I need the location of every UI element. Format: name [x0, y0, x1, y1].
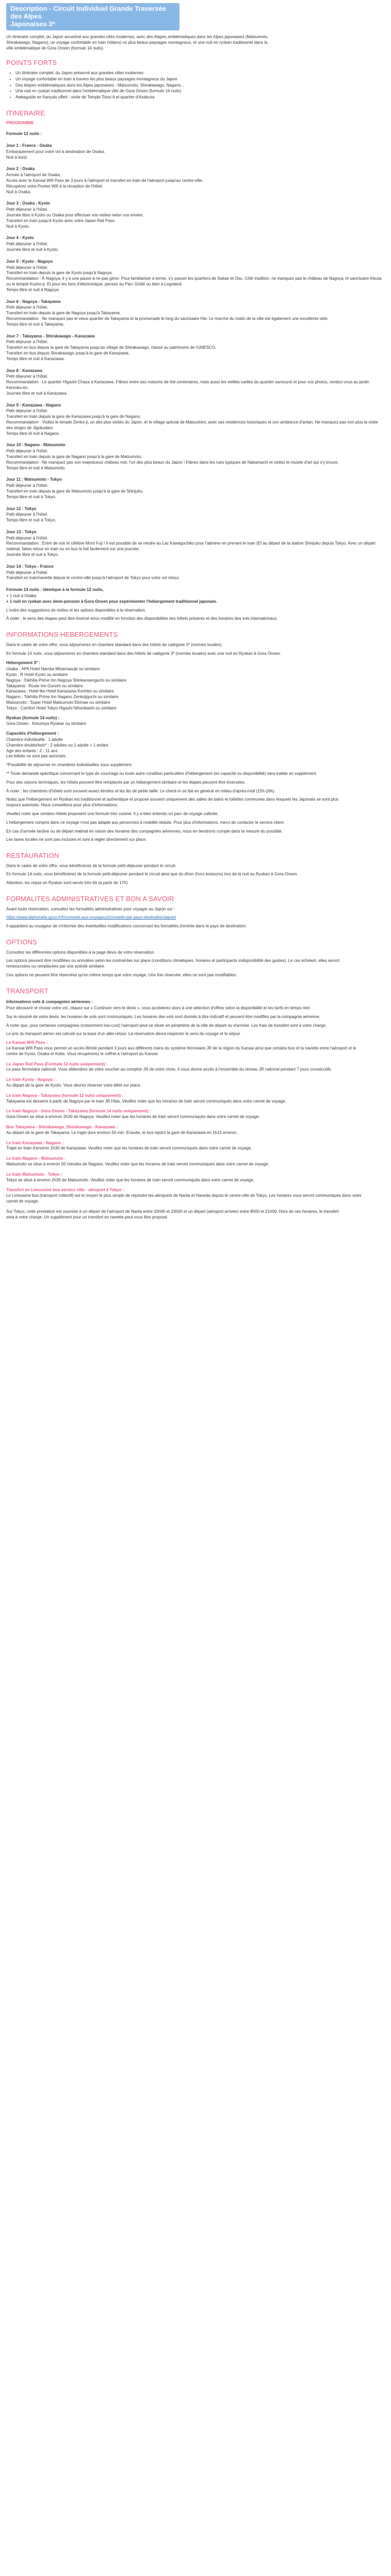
transport-item-title: Le train Matsumoto - Tokyo : — [6, 1172, 62, 1177]
capacity-item: Les bébés ne sont pas autorisés — [6, 754, 66, 759]
day-title: Jour 7 : Takayama - Shirakawago - Kanazawa — [6, 333, 95, 338]
day-body: Petit déjeuner à l'hôtel. Transfert en train depuis la gare de Nagano jusqu'à la gare de Matsumoto. Recommandation : Ne manquez pas son majestueux château noir, l'un des plus beaux du Japon ! Flânez dans les rues typiques de Nakamachi et visitez le musée d'art qui s'y trouve. Temps libre et nuit à Matsumoto. — [6, 449, 339, 470]
itinerary-day — [6, 334, 385, 362]
itinerary-day — [6, 299, 385, 328]
info-extra-paragraph: L'hébergement compris dans ce voyage n'est pas adapté aux personnes à mobilité réduite. Pour plus d'informations, merci de contacter le service client. — [6, 820, 285, 825]
intro-text: Un itinéraire complet, du Japon ancestral aux grandes cités modernes, avec des étapes emblématiques dans les Alpes japonaises (Matsumoto, Shirakawago, Nagano), un voyage confortable en train (rôtiers) où plus beaux paysages montagneux, et une nuit en ryokan traditionnel dans la ville emblématique de Gora Onsen (formule 14 nuits). — [6, 35, 269, 50]
transport-item-body: Le Kansai Wifi Pass vous permet un accès illimité pendant 3 jours aux différents trains du système ferroviaire JR de la région du Kansai ainsi que certains bus et la navette entre l'aéroport et le centre de Kyoto, Osaka et Kobe. Vous récupérerez le coffret à l'aéroport du Kansai. — [6, 1046, 356, 1056]
info-extra-paragraph: Veuillez noter que certains hôtels proposent une formule très cuisine. Il y a bien entendu un parc de voyage cultivée. — [6, 811, 219, 816]
programme-label: PROGRAMME — [6, 121, 34, 126]
itinerary-day — [6, 201, 385, 229]
formula-14-block — [6, 587, 385, 622]
restauration-heading: RESTAURATION — [6, 852, 59, 860]
hotel-item: Osaka : APA Hotel Namba Minamasubi ou similaire — [6, 667, 100, 672]
transport-item-body: Gora Onsen se situe à environ 2h30 de Nagoya. Veuillez noter que les horaires de train seront communiqués dans votre carnet de voyage. — [6, 1114, 260, 1120]
day-body: Petit déjeuner à l'hôtel. Recommandation : Le quartier Higashi Chaya à Kanazawa. Flânez entre ses maisons de thé centenaires, mais aussi les vieilles ruelles du quartier samouraï et pour vos photos, rendez-vous au jardin Kenroku-en. Journée libre et nuit à Kanazawa. — [6, 374, 369, 396]
hotel-item: Takayama : Route Inn Gonohi ou similaire — [6, 683, 83, 688]
capacity-title: Capacités d'hébergement : — [6, 731, 59, 736]
day-title: Jour 12 : Tokyo — [6, 506, 37, 511]
points-forts-item: • Awbaguide en français offert : visite de Temple Toiso A et quartier d'Asakusa — [15, 95, 385, 100]
itinerary-note-2: À noter : le sens des étapes peut être inversé et/ou modifié en fonction des disponibilités des hôtels présents et des horaires des vols internationaux. — [6, 616, 278, 621]
day-title: Jour 4 : Kyoto — [6, 235, 34, 241]
points-forts-item: • Une nuit en ryokan traditionnel dans l'emblématique ville de Gora Onsen (formule 14 nuits) — [15, 89, 385, 94]
transport-heading: TRANSPORT — [6, 987, 48, 995]
transport-item-body: Matsumoto se situe à environ 50 minutes de Nagano. Veuillez noter que les horaires de train seront communiqués dans votre carnet de voyage. — [6, 1162, 269, 1166]
points-forts-list — [6, 71, 385, 100]
transport-item-title: Bus Takayama - Shirakawago, Shirakawago - Kanazawa : — [6, 1125, 118, 1130]
info-extra — [6, 762, 385, 843]
day-title: Jour 1 : France - Osaka — [6, 143, 52, 148]
itinerary-note: L'ordre des suggestions de visites et les options disponibles à la réservation. — [6, 607, 146, 613]
hotels-list — [6, 667, 385, 711]
formalites-paragraph: Avant toute réservation, consultez les formalités administratives pour voyager au Japon sur : — [6, 906, 175, 911]
formalites-paragraph: Il appartient au voyageur de s'informer des éventuelles modifications concernant les formalités d'entrée dans le pays de destination. — [6, 924, 247, 929]
day-body: Petit déjeuner à l'hôtel. Journée libre et nuit à Kyoto. — [6, 242, 59, 252]
day-body: Petit déjeuner à l'hôtel. Transfert en train/navette depuis le centre-ville jusqu'à l'aéroport de Tokyo pour votre vol retour. — [6, 570, 180, 581]
day-body: Petit déjeuner à l'hôtel. Transfert en train depuis la gare de Kyoto jusqu'à Nagoya. Recommandation : À Nagoya, il y a une pause à ne pas gérer. Pour familiariser à terme, s'y passer les quartiers de Sakae et Osu. Côté tradition, ne manquez pas le château de Nagoya, le sanctuaire Atsuta ou le temple Kosho-ji. Et pour les fans d'électronique, pensez au Parc Ghibli ou bien à Legoland. Temps libre et nuit à Nagoya. — [6, 265, 382, 292]
transport-item — [6, 1077, 385, 1089]
capacity-item: Chambre individuelle : 1 adulte — [6, 737, 63, 742]
options-paragraph: Ces options ne peuvent être réservées qu'en même temps que votre voyage. Une fois réservée, elles ne sont pas modifiables. — [6, 972, 237, 977]
transport-intro-paragraph: Sur le résumé de votre devis, les horaires de vols sont communiqués. Les horaires des vols sont donnés à titre indicatif et peuvent être modifiés par la compagnie aérienne. — [6, 1014, 320, 1019]
transport-item-title: Transfert en Limousine bus service ville - aéroport à Tokyo : — [6, 1188, 124, 1193]
formula-14-extra1: + 1 nuit à Osaka — [6, 594, 37, 599]
ryokan-text: Gora Onsen : Kinumiya Ryokan ou similaire — [6, 721, 87, 726]
day-body: Petit déjeuner à l'hôtel. Temps libre et nuit à Tokyo. — [6, 512, 56, 523]
transport-item-body: Le Limousine bus (transport collectif) est le moyen le plus simple de rejoindre les aéroports de Narita et Haneda depuis le centre-ville de Tokyo. Les horaires vous seront communiqués dans votre carnet de voyage. — [6, 1193, 362, 1204]
info-extra-paragraph: À noter : les chambres d'hôtels sont souvent assez étroites et les lits de petite taille. Le check-in se fait en général en milieu d'après-midi (15h-16h). — [6, 788, 275, 793]
day-title: Jour 2 : Osaka — [6, 166, 35, 172]
itinerary-day — [6, 368, 385, 397]
transport-item-body: Trajet en train d'environ 1h30 de Kanazawa. Veuillez noter que les horaires de train seront communiqués dans votre carnet de voyage. — [6, 1146, 252, 1151]
itinerary-day — [6, 530, 385, 558]
page — [0, 0, 391, 1233]
transport-item — [6, 1172, 385, 1183]
info-extra-paragraph: En cas d'arrivée tardive ou de départ matinal en raison des horaires des compagnies aériennes, nous en tiendrons compte dans la mesure du possible. — [6, 828, 283, 834]
transport-item — [6, 1141, 385, 1152]
formalites-heading: FORMALITES ADMINISTRATIVES ET BON A SAVOIR — [6, 895, 174, 903]
capacity-item: Age des enfants : 2 - 11 ans — [6, 748, 58, 753]
itinerary-day — [6, 477, 385, 500]
transport-intro-paragraph: À noter que, pour certaines compagnies (notamment low-cost) l'aéroport peut se situer en périphérie de la ville de départ ou d'arrivée. Les frais de transfert sont à votre charge. — [6, 1023, 327, 1028]
transport-item-body: Tokyo se situe à environ 2h30 de Matsumoto. Veuillez noter que les horaires de train seront communiqués dans votre carnet de voyage. — [6, 1177, 255, 1182]
page-title-line1: Description - Circuit Individuel Grande Traversée des Alpes — [10, 5, 166, 20]
itinerary-day — [6, 235, 385, 252]
info-extra-paragraph: Pour des raisons techniques, les hôtels peuvent être remplacés par un hébergement similaire et les étapes peuvent être inversées. — [6, 779, 246, 785]
transport-intro-title: Informations vols & compagnies aériennes : — [6, 999, 93, 1005]
transport-item — [6, 1093, 385, 1105]
transport-item-title: Le Japan Rail Pass (Formule 12 nuits uniquement) : — [6, 1061, 108, 1066]
hotel-item: Tokyo : Comfort Hotel Tokyo Higashi Nihonbashi ou similaire — [6, 705, 117, 710]
capacity-list — [6, 737, 385, 759]
transport-item — [6, 1109, 385, 1120]
transport-item-body: Le pass ferroviaire national. Vous obtiendrez de votre voucher au comptoir JR de votre choix. Il vous donne accès à l'ensemble du réseau JR national pendant 7 jours consécutifs. — [6, 1067, 332, 1072]
formula-label — [6, 131, 385, 137]
restauration-paragraph: Dans le cadre de votre offre, vous bénéficierez de la formule petit-déjeuner pendant le circuit. — [6, 863, 176, 868]
day-body: Petit déjeuner à l'hôtel. Journée libre à Kyoto ou Osaka pour effectuer vos visites selon vos envies. Transfert en train jusqu'à Kyoto avec votre Japan Rail Pass. Nuit à Kyoto. — [6, 207, 144, 229]
day-title: Jour 5 : Kyoto - Nagoya — [6, 259, 53, 264]
day-title: Jour 10 : Nagano - Matsumoto — [6, 443, 66, 448]
day-title: Jour 9 : Kanazawa - Nagano — [6, 402, 61, 408]
transport-item-body: Au départ de la gare de Takayama. Le trajet dure environ 50 min. Ensuite, le bus rejoint la gare de Kanazawa en 1h15 environ. — [6, 1130, 238, 1135]
informations-heading: INFORMATIONS HEBERGEMENTS — [6, 631, 118, 639]
info-paragraph: En formule 14 nuits, vous séjournerez en chambre standard dans des hôtels de catégorie 3* (normes locales) avec une nuit en Ryokan à Gora Onsen. — [6, 651, 281, 656]
restauration-section — [6, 863, 385, 886]
itinerary-days — [6, 143, 385, 581]
info-extra-paragraph: *Possibilité de séjourner en chambres individuelles sous supplément. — [6, 762, 133, 768]
day-body: Petit déjeuner à l'hôtel. Transfert en bus depuis la gare de Takayama jusqu'au village de Shirakawago, classé au patrimoine de l'UNESCO. Transfert en bus depuis Shirakawago jusqu'à la gare de Kanazawa. Temps libre et nuit à Kanazawa. — [6, 340, 217, 361]
points-forts-heading: POINTS FORTS — [6, 59, 57, 67]
transport-intro — [6, 1006, 385, 1037]
capacity-item: Chambre double/twin* : 2 adultes ou 1 adulte + 1 enfant — [6, 742, 108, 748]
itinerary-day — [6, 403, 385, 437]
hotel-item: Matsumoto : Super Hotel Matsumoto Ekimae ou similaire — [6, 700, 110, 705]
day-title: Jour 11 : Matsumoto - Tokyo — [6, 477, 62, 482]
day-body: Petit déjeuner à l'hôtel. Transfert en train depuis la gare de Kanazawa jusqu'à la gare de Nagano. Recommandation : Visitez le temple Zenko-ji, un des plus visités du Japon, et le village spécial de Matsushiro, avec ses résidences historiques et son ambiance d'antan. Ne manquez pas non plus la visite des singes de Jigokudani. Temps libre et nuit à Nagano. — [6, 409, 378, 436]
options-paragraph: Les options peuvent être modifiées ou annulées selon les contraintes sur place (conditions climatiques, horaires et participants indisponibilité des guides). Le cas échéant, elles seront remboursées ou remplacées par une activité similaire. — [6, 958, 340, 969]
transport-item-title: Le train Kyoto - Nagoya : — [6, 1077, 55, 1082]
day-body: Petit déjeuner à l'hôtel. Transfert en train depuis la gare de Nagoya jusqu'à Takayama. Recommandation : Ne manquez pas le vieux quartier de Takayama et la promenade le long du sanctuaire Hie. Le marché du matin de la ville est également une excellente idée. Temps libre et nuit à Takayama. — [6, 305, 329, 327]
points-forts-item: • Un voyage confortable en train à travers les plus beaux paysages montagneux du Japon — [15, 77, 385, 82]
transport-item — [6, 1156, 385, 1167]
hotel-item: Kyoto : R Hotel Kyoto ou similaire — [6, 672, 68, 677]
formula-14-intro: Formule 14 nuits : identique à la formule 12 nuits, — [6, 587, 104, 592]
itinerary-day — [6, 143, 385, 160]
page-title-line2: Japonaises 3* — [10, 20, 55, 28]
page-title — [6, 3, 180, 30]
transport-section — [6, 999, 385, 1220]
formula-12-title: Formule 12 nuits : — [6, 131, 42, 137]
ryokan-title: Ryokan (formule 14 nuits) : — [6, 715, 60, 720]
points-forts-item: • Des étapes emblématiques dans les Alpes japonaises : Matsumoto, Shirakawago, Nagano... — [15, 83, 385, 89]
points-forts-item: • Un itinéraire complet, du Japon préservé aux grandes villes modernes — [15, 71, 385, 76]
options-section — [6, 950, 385, 978]
day-title: Jour 6 : Nagoya - Takayama — [6, 299, 61, 304]
info-extra-paragraph: Les taxes locales ne sont pas incluses et sont à régler directement sur place. — [6, 837, 147, 842]
transport-item-title: Le train Nagoya - Takayama (formule 12 nuits uniquement) : — [6, 1093, 124, 1098]
itinerary-day — [6, 166, 385, 195]
formula-14-extra2: + 1 nuit en ryokan avec demi-pension à Gora Onsen pour expérimenter l'hébergement traditionnel japonais. — [6, 599, 217, 604]
day-body: Arrivée à l'aéroport de Osaka. Accès avec le Kansai Wifi Pass de 3 jours à l'aéroport et transfert en train de l'aéroport jusqu'au centre-ville. Récupérez votre Pocket Wifi à la réception de l'hôtel. Nuit à Osaka. — [6, 173, 203, 194]
info-extra-paragraph: ** Toute demande spécifique concernant le type de couchage ou toute autre condition particulière d'hébergement (en capacité ou disponibilité) sera traitée en supplément. — [6, 771, 317, 776]
transport-item-title: Le train Nagoya - Gora Onsen - Takayama (formule 14 nuits uniquement) : — [6, 1109, 151, 1114]
restauration-paragraph: Attention, les repas en Ryokan sont servis très tôt (à partir de 17h). — [6, 880, 129, 886]
transport-item-title: Le train Kanazawa - Nagano : — [6, 1140, 64, 1145]
formalites-section — [6, 907, 385, 929]
formalites-link[interactable]: https://www.diplomatie.gouv.fr/fr/conseils-aux-voyageurs/conseils-par-pays-destination/japon/ — [6, 915, 176, 920]
hotels-title: Hébergement 3* : — [6, 660, 40, 666]
day-title: Jour 8 : Kanazawa — [6, 368, 42, 373]
itinerary-day — [6, 259, 385, 293]
hotel-item: Nagano : Tokhilia Prime Inn Nagano Zenkojiguchi ou similaire — [6, 694, 119, 700]
itinerary-heading: ITINERAIRE — [6, 109, 45, 117]
transport-items — [6, 1040, 385, 1205]
day-title: Jour 3 : Osaka - Kyoto — [6, 201, 50, 206]
informations-section — [6, 642, 385, 843]
hotel-item: Nagoya : Tokhilia Prime Inn Nagoya Shinkansenguchi ou similaire — [6, 677, 126, 683]
options-paragraph: Consultez les différentes options disponibles à la page devis de votre réservation. — [6, 950, 155, 955]
day-body: Petit déjeuner à l'hôtel. Recommandation : Entre de voir le célèbre Mont Fuji ! Il est possible de se rendre au Lac Kawaguchiko pour l'admirer en prenant le train (Et au départ de la station Shinjuku depuis Tokyo. Avec un départ matinal, faites retour en train ou en bus le fait facilement sur une journée. Journée libre et nuit à Tokyo. — [6, 535, 376, 557]
transport-item-body: Au départ de la gare de Kyoto. Vous devrez réserver votre billet sur place. — [6, 1083, 141, 1088]
options-heading: OPTIONS — [6, 938, 37, 946]
day-body: Embarquement pour votre vol à destination de Osaka. Nuit à bord. — [6, 149, 105, 160]
itinerary-day — [6, 506, 385, 523]
transport-intro-paragraph: Le prix du transport aérien est calculé sur la base d'un aller-retour. La réservation devra respecter le sens du voyage et le séjour. — [6, 1031, 241, 1037]
transport-item — [6, 1188, 385, 1204]
transport-item — [6, 1040, 385, 1057]
itinerary-day — [6, 443, 385, 471]
info-extra-paragraph: Notez que l'hébergement en Ryokan est traditionnel et authentique et propose souvent uniquement des salles de bains et toilettes communes dans lesquels les Japonais se sont plus toujours autorisés. Nous conseillons pour plus d'informations. — [6, 797, 339, 808]
day-body: Petit déjeuner à l'hôtel. Transfert en train depuis la gare de Matsumoto jusqu'à la gare de Shinjuku. Temps libre et nuit à Tokyo. — [6, 483, 144, 499]
transport-item-title: Le Kansai Wifi Pass : — [6, 1040, 48, 1045]
transport-item — [6, 1125, 385, 1136]
info-paragraph: Dans le cadre de votre offre, vous séjournerez en chambre standard dans des hôtels de catégorie 3* (normes locales). — [6, 642, 223, 647]
transport-item-title: Le train Nagano - Matsumoto : — [6, 1156, 66, 1161]
itinerary-day — [6, 564, 385, 581]
restauration-paragraph: En formule 14 nuits, vous bénéficierez de la formule petit-déjeuner pendant le circuit ainsi que du dîner (hors boissons) lors de la nuit au Ryokan à Gora Onsen. — [6, 872, 298, 877]
transport-final: Sur Tokyo, cette prestation est soumise à un départ de l'aéroport de Narita entre 10h00 et 23h00 et un départ (aéroport arrivée) entre 8h00 et 21h00. Hors de ces horaires, le transfert sera à votre charge. Un supplément pour un transfert en navette peut vous être proposé. — [6, 1209, 339, 1219]
transport-item — [6, 1062, 385, 1073]
hotel-item: Kanazawa : Hotel Ike Hotel Kanazawa Korinbo ou similaire — [6, 689, 114, 694]
transport-intro-paragraph: Pour découvrir et choisir votre vol, cliquez sur « Continuer vers le devis », vous accéderez alors à une sélection d'offres selon la disponibilité et les tarifs en temps réel. — [6, 1006, 311, 1011]
day-title: Jour 13 : Tokyo — [6, 529, 37, 534]
transport-item-body: Takayama est desservi à partir de Nagoya par le train JR Hida. Veuillez noter que les horaires de train seront communiqués dans votre carnet de voyage. — [6, 1098, 286, 1104]
day-title: Jour 14 : Tokyo - France — [6, 564, 54, 569]
